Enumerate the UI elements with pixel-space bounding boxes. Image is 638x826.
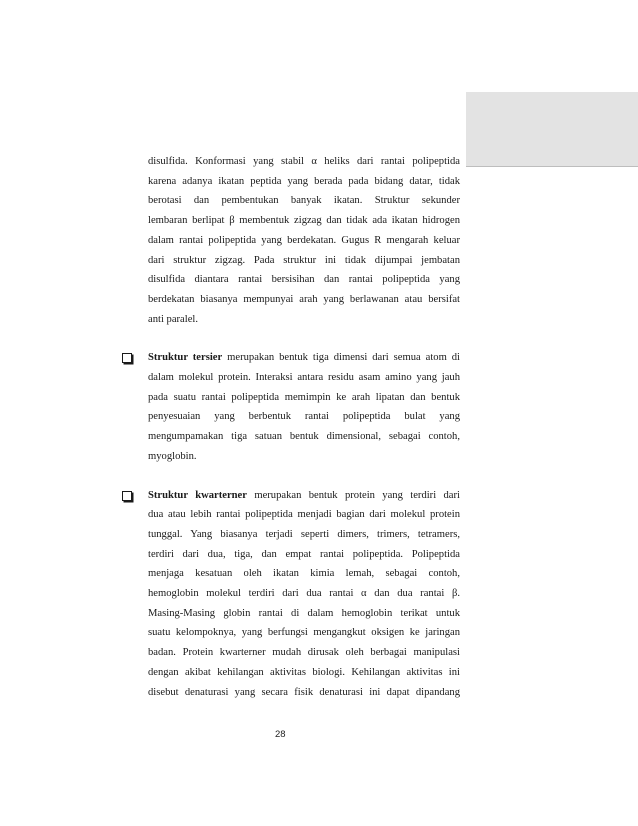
text-line: berotasi dan pembentukan banyak ikatan. Struktur sekunder [148, 195, 460, 207]
text-line: lembaran berlipat β membentuk zigzag dan tidak ada ikatan hidrogen [148, 215, 460, 227]
text-line: disulfida diantara rantai bersisihan dan rantai polipeptida yang [148, 274, 460, 286]
text-line [148, 348, 460, 368]
text-line: dua atau lebih rantai polipeptida menjadi bagian dari molekul protein [148, 509, 460, 521]
term-label: Struktur tersier [148, 352, 223, 364]
text-line: disulfida. Konformasi yang stabil α heliks dari rantai polipeptida [148, 156, 460, 167]
text-line: pada suatu rantai polipeptida memimpin ke arah lipatan dan bentuk [148, 391, 460, 403]
text-line: dalam molekul protein. Interaksi antara residu asam amino yang jauh [148, 372, 460, 384]
page-number: 28 [275, 729, 286, 740]
text-line: karena adanya ikatan peptida yang berada pada bidang datar, tidak [148, 175, 460, 187]
text-line: tunggal. Yang biasanya terjadi seperti dimers, trimers, tetramers, [148, 528, 460, 540]
text-line: dari struktur zigzag. Pada struktur ini tidak dijumpai jembatan [148, 254, 460, 266]
text-line: menjaga kesatuan oleh ikatan kimia lemah, sebagai contoh, [148, 568, 460, 580]
text-line: suatu kelompoknya, yang berfungsi mengangkut oksigen ke jaringan [148, 627, 460, 639]
text-line: anti paralel. [148, 313, 198, 325]
text-line: hemoglobin molekul terdiri dari dua rantai α dan dua rantai β. [148, 588, 460, 600]
text-line: mengumpamakan tiga satuan bentuk dimensional, sebagai contoh, [148, 431, 460, 443]
text-line [148, 486, 460, 506]
text-line: berdekatan biasanya mempunyai arah yang berlawanan atau bersifat [148, 293, 460, 305]
paragraph-continued [118, 152, 460, 329]
comment-balloon[interactable] [466, 92, 638, 166]
text-line: myoglobin. [148, 450, 197, 462]
text-line: Masing-Masing globin rantai di dalam hemoglobin terikat untuk [148, 607, 460, 619]
term-label: Struktur kwarterner [148, 489, 247, 501]
text-line: dengan akibat kehilangan aktivitas biologi. Kehilangan aktivitas ini [148, 666, 460, 678]
checkbox-bullet-icon [122, 353, 132, 363]
term-definition: merupakan bentuk tiga dimensi dari semua atom di [222, 352, 461, 364]
text-line: dalam rantai polipeptida yang berdekatan. Gugus R mengarah keluar [148, 234, 460, 246]
text-line: disebut denaturasi yang secara fisik denaturasi ini dapat dipandang [148, 686, 460, 698]
text-line: badan. Protein kwarterner mudah dirusak oleh berbagai manipulasi [148, 647, 460, 659]
bullet-item-struktur-kwarterner [118, 486, 460, 703]
bullet-item-struktur-tersier [118, 348, 460, 466]
comment-connector-line [466, 166, 638, 167]
text-line: terdiri dari dua, tiga, dan empat rantai polipeptida. Polipeptida [148, 548, 460, 560]
text-line: penyesuaian yang berbentuk rantai polipeptida bulat yang [148, 411, 460, 423]
checkbox-bullet-icon [122, 491, 132, 501]
body-text [118, 152, 460, 702]
term-definition: merupakan bentuk protein yang terdiri dari [246, 489, 460, 501]
